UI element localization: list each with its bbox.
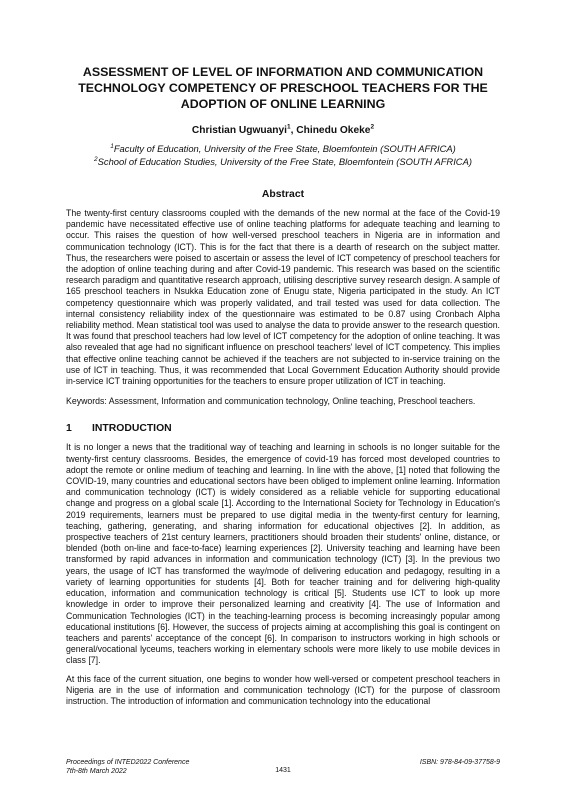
abstract-body: The twenty-first century classrooms coupled with the demands of the new normal at the face of the Covid-19 pandemic have necessitated effective use of online teaching platforms for adequate teaching and learning to occur. This raises the question of how well-versed preschool teachers in Nigeria are in information and communication technology (ICT). This is for the fact that there is a dearth of research on the subject matter. Thus, the researchers were poised to ascertain or assess the level of ICT competency of preschool teachers for the adoption of online teaching during and after Covid-19 pandemic. This research was based on the scientific research paradigm and quantitative research approach, utilising descriptive survey research design. A sample of 165 preschool teachers in Nsukka Education zone of Enugu state, Nigeria participated in the study. An ICT competency questionnaire which was properly validated, and trail tested was used for data collection. The internal consistency reliability index of the questionnaire was estimated to be 0.87 using Cronbach Alpha reliability method. Mean statistical tool was used to analyse the data to provide answer to the research question. It was found that preschool teachers had low level of ICT competency for the adoption of online teaching. It was also revealed that age had no significant influence on preschool teachers' level of ICT competency. This implies that effective online teaching cannot be achieved if the teachers are not subjected to in-service training on the use of ICT in teaching. Thus, it was recommended that Local Government Education Authority should provide in-service ICT training opportunities for the teachers to ensure proper utilization of ICT in teaching.	[66, 208, 500, 387]
affiliations	[66, 142, 500, 168]
abstract-heading: Abstract	[261, 189, 305, 200]
affiliation-text: School of Education Studies, University of the Free State, Bloemfontein (SOUTH AFRICA)	[97, 156, 472, 167]
affiliation-superscript: 2	[94, 155, 98, 163]
paper-page	[66, 64, 500, 707]
author-superscript: 1	[287, 123, 291, 131]
body-paragraph: At this face of the current situation, one begins to wonder how well-versed or competent preschool teachers in Nigeria are in the use of information and communication technology (ICT) for the purpose of classroom instruction. The introduction of information and communication technology into the educational	[66, 673, 500, 706]
paper-title: ASSESSMENT OF LEVEL OF INFORMATION AND COMMUNICATION TECHNOLOGY COMPETENCY OF PRESCHOOL TEACHERS FOR THE ADOPTION OF ONLINE LEARNING	[78, 65, 488, 111]
author-line: Christian Ugwuanyi$^1$, Chinedu Okeke$^2$	[191, 123, 375, 136]
author-name: Chinedu Okeke	[296, 125, 371, 136]
footer-isbn: ISBN: 978-84-09-37758-9	[419, 759, 500, 766]
page-number: 1431	[275, 767, 291, 774]
body-paragraph: It is no longer a news that the traditional way of teaching and learning in schools is no longer suitable for the twenty-first century classrooms. Besides, the emergence of covid-19 has forced most developed countries to adopt the remote or online medium of teaching and learning. In line with the above, [1] noted that following the COVID-19, many countries and educational sectors have been obliged to implement online learning. Information and communication technology (ICT) is widely considered as a reliable vehicle for supporting educational change and progress on a global scale [1]. According to the International Society for Technology in Education's 2019 requirements, learners must be prepared to use digital media in the twenty-first century for learning, teaching, gathering, generating, and sharing information for educational objectives [2]. In addition, as prospective teachers of 21st century learners, practitioners should broaden their students' online, distance, or blended (both on-line and face-to-face) learning experiences [2]. University teaching and learning have been transformed by rapid advances in information and communication technology (ICT) [3]. In the previous two years, the usage of ICT has transformed the way/mode of delivering education and pedagogy, resulting in a variety of learning opportunities for students [4]. Both for teacher training and for delivering high-quality education, information and communication technology is critical [5]. Students use ICT to look up more knowledge in order to improve their personalized learning and creativity [4]. The use of Information and Communication Technologies (ICT) in the teaching-learning process is becoming increasingly popular among educational institutions [6]. However, the success of projects aiming at accomplishing this goal is contingent on teachers and parents' acceptance of the concept [6]. In comparison to instructors working in high schools or general/vocational lyceums, teachers working in elementary schools were more likely to use mobile devices in class [7].	[66, 442, 500, 666]
section-title: INTRODUCTION	[92, 423, 172, 435]
footer-conference: Proceedings of INTED2022 Conference	[66, 759, 190, 766]
keywords: Keywords: Assessment, Information and communication technology, Online teaching, Preschool teachers.	[66, 396, 476, 407]
author-name: Christian Ugwuanyi	[191, 125, 287, 136]
author-superscript: 2	[370, 123, 375, 131]
section-heading	[66, 423, 500, 434]
affiliation-superscript: 1	[110, 142, 114, 150]
section-number: 1	[66, 423, 72, 435]
affiliation-line	[66, 142, 500, 155]
affiliation-line	[66, 155, 500, 168]
footer-date: 7th-8th March 2022	[66, 768, 127, 775]
affiliation-text: Faculty of Education, University of the Free State, Bloemfontein (SOUTH AFRICA)	[113, 143, 456, 154]
